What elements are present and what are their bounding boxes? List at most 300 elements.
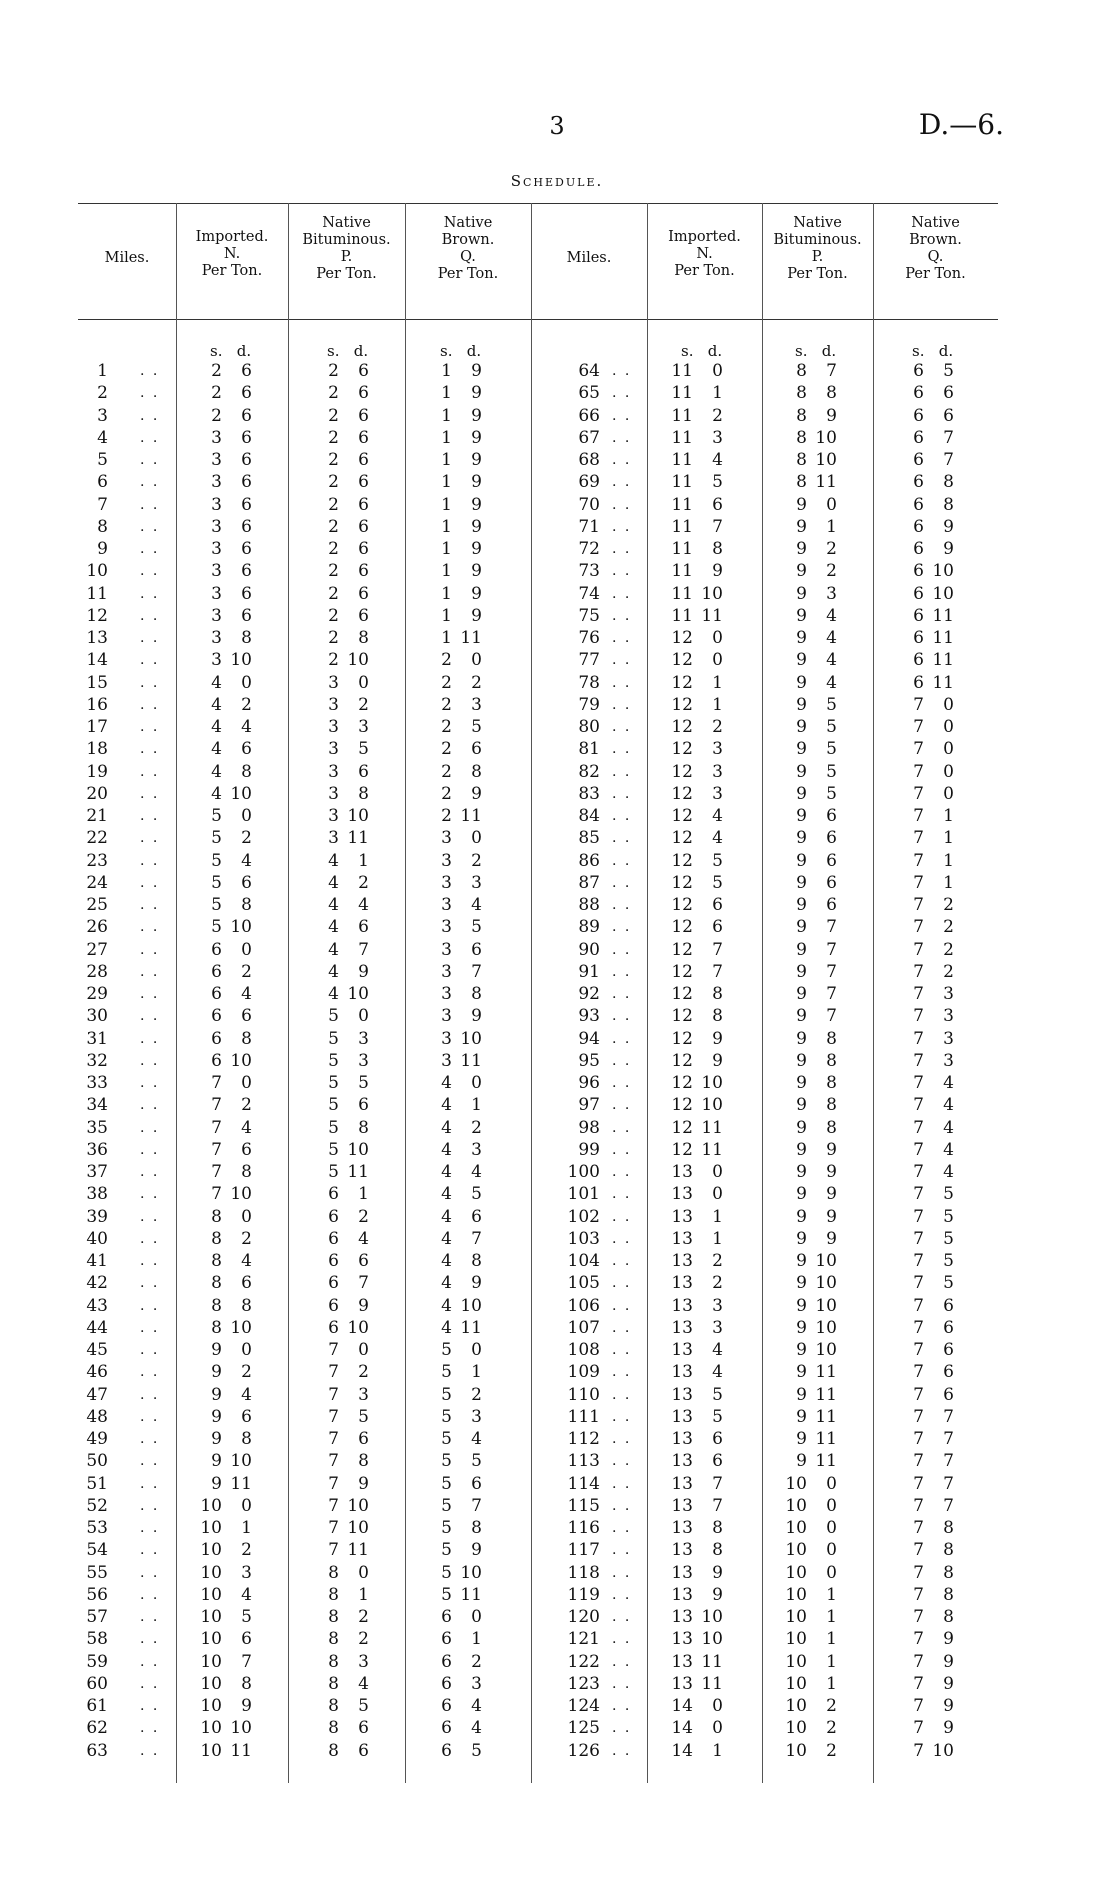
miles-cell: 44 (86, 1317, 108, 1338)
leader-dots: . . (612, 941, 632, 958)
imported-rate-cell: 12 1 (671, 694, 723, 715)
imported-rate-cell: 7 2 (211, 1095, 252, 1116)
header-brown-label-1: Native (911, 215, 960, 231)
bituminous-rate-cell: 9 9 (796, 1139, 837, 1160)
imported-rate-cell: 3 6 (211, 472, 252, 493)
bituminous-rate-cell: 2 8 (328, 628, 369, 648)
leader-dots: . . (612, 1698, 632, 1714)
imported-rate-cell: 11 8 (671, 539, 723, 559)
bituminous-rate-cell: 9 10 (796, 1317, 837, 1338)
unit-pence: d. (938, 342, 954, 360)
imported-rate-cell: 3 10 (211, 650, 252, 671)
leader-dots: . . (612, 1542, 632, 1559)
bituminous-rate-cell: 9 7 (796, 984, 837, 1004)
leader-dots: . . (140, 1141, 160, 1158)
bituminous-rate-cell: 10 1 (785, 1584, 837, 1605)
brown-rate-cell: 7 5 (913, 1206, 954, 1227)
brown-rate-cell: 7 3 (913, 1050, 954, 1071)
imported-rate-cell: 10 8 (200, 1673, 252, 1694)
bituminous-rate-cell: 9 4 (796, 650, 837, 671)
imported-rate-cell: 11 5 (671, 472, 723, 493)
miles-cell: 12 (86, 605, 108, 626)
leader-dots: . . (612, 1008, 632, 1025)
brown-rate-cell: 4 5 (441, 1184, 482, 1205)
brown-rate-cell: 4 3 (441, 1139, 482, 1160)
imported-rate-cell: 2 6 (211, 361, 252, 381)
imported-rate-cell: 3 6 (211, 427, 252, 448)
brown-rate-cell: 7 1 (913, 850, 954, 871)
bituminous-rate-cell: 5 5 (328, 1073, 369, 1093)
imported-rate-cell: 6 2 (211, 961, 252, 982)
bituminous-rate-cell: 10 1 (785, 1629, 837, 1650)
miles-cell: 83 (578, 783, 600, 804)
miles-cell: 95 (578, 1050, 600, 1071)
table-row (0, 583, 1114, 605)
miles-cell: 78 (578, 672, 600, 693)
bituminous-rate-cell: 9 10 (796, 1340, 837, 1360)
miles-cell: 69 (578, 472, 600, 493)
miles-cell: 64 (578, 361, 600, 381)
leader-dots: . . (612, 785, 632, 802)
leader-dots: . . (140, 1297, 160, 1314)
header-bituminous-label-1: Native (793, 215, 842, 231)
bituminous-rate-cell: 2 6 (328, 583, 369, 604)
bituminous-rate-cell: 9 6 (796, 806, 837, 826)
brown-rate-cell: 6 11 (913, 672, 954, 693)
imported-rate-cell: 6 6 (211, 1006, 252, 1027)
leader-dots: . . (140, 785, 160, 802)
brown-rate-cell: 1 9 (441, 405, 482, 426)
leader-dots: . . (140, 1030, 160, 1047)
table-row (0, 1562, 1114, 1584)
imported-rate-cell: 12 6 (671, 917, 723, 938)
leader-dots: . . (612, 1453, 632, 1470)
table-row (0, 449, 1114, 471)
imported-rate-cell: 12 0 (671, 628, 723, 648)
imported-rate-cell: 13 3 (671, 1295, 723, 1316)
header-imported-unit: Per Ton. (201, 263, 263, 279)
leader-dots: . . (612, 1342, 632, 1358)
imported-rate-cell: 12 11 (671, 1117, 723, 1138)
miles-cell: 41 (86, 1251, 108, 1271)
miles-cell: 8 (97, 516, 108, 537)
imported-rate-cell: 12 7 (671, 939, 723, 960)
leader-dots: . . (140, 607, 160, 624)
bituminous-rate-cell: 10 1 (785, 1651, 837, 1672)
imported-rate-cell: 11 0 (671, 361, 723, 381)
imported-rate-cell: 4 10 (211, 783, 252, 804)
brown-rate-cell: 3 9 (441, 1006, 482, 1027)
leader-dots: . . (612, 585, 632, 602)
brown-rate-cell: 4 4 (441, 1162, 482, 1182)
schedule-table-body (0, 360, 1114, 1762)
bituminous-rate-cell: 9 6 (796, 895, 837, 915)
bituminous-rate-cell: 8 8 (796, 383, 837, 404)
bituminous-rate-cell: 6 10 (328, 1317, 369, 1338)
bituminous-rate-cell: 10 0 (785, 1495, 837, 1516)
leader-dots: . . (140, 1564, 160, 1581)
brown-rate-cell: 5 0 (441, 1340, 482, 1360)
imported-rate-cell: 11 1 (671, 383, 723, 404)
table-row (0, 1673, 1114, 1695)
leader-dots: . . (612, 407, 632, 424)
brown-rate-cell: 3 11 (441, 1050, 482, 1071)
brown-rate-cell: 2 3 (441, 694, 482, 715)
imported-rate-cell: 12 0 (671, 650, 723, 671)
bituminous-rate-cell: 9 10 (796, 1251, 837, 1271)
imported-rate-cell: 13 1 (671, 1228, 723, 1249)
miles-cell: 70 (578, 494, 600, 515)
table-top-rule (78, 203, 998, 204)
leader-dots: . . (612, 763, 632, 780)
leader-dots: . . (140, 1230, 160, 1247)
imported-rate-cell: 7 0 (211, 1073, 252, 1093)
imported-rate-cell: 13 7 (671, 1495, 723, 1516)
imported-rate-cell: 3 6 (211, 450, 252, 470)
leader-dots: . . (612, 1475, 632, 1492)
brown-rate-cell: 7 4 (913, 1139, 954, 1160)
bituminous-rate-cell: 8 5 (328, 1696, 369, 1716)
leader-dots: . . (140, 1164, 160, 1180)
imported-rate-cell: 6 10 (211, 1050, 252, 1071)
leader-dots: . . (140, 630, 160, 646)
brown-rate-cell: 7 7 (913, 1495, 954, 1516)
brown-rate-cell: 6 2 (441, 1651, 482, 1672)
imported-rate-cell: 3 6 (211, 539, 252, 559)
imported-rate-cell: 13 11 (671, 1673, 723, 1694)
table-row (0, 1317, 1114, 1339)
brown-rate-cell: 6 6 (913, 383, 954, 404)
bituminous-rate-cell: 6 7 (328, 1273, 369, 1294)
brown-rate-cell: 7 8 (913, 1562, 954, 1583)
miles-cell: 46 (86, 1362, 108, 1383)
leader-dots: . . (140, 652, 160, 669)
header-bituminous-letter: P. (340, 249, 353, 265)
brown-rate-cell: 7 2 (913, 961, 954, 982)
miles-cell: 115 (567, 1495, 600, 1516)
brown-rate-cell: 3 0 (441, 828, 482, 849)
table-row (0, 1495, 1114, 1517)
brown-rate-cell: 7 4 (913, 1095, 954, 1116)
table-row (0, 1695, 1114, 1717)
brown-rate-cell: 7 2 (913, 917, 954, 938)
imported-rate-cell: 6 0 (211, 939, 252, 960)
imported-rate-cell: 9 2 (211, 1362, 252, 1383)
brown-rate-cell: 3 7 (441, 961, 482, 982)
bituminous-rate-cell: 5 10 (328, 1139, 369, 1160)
miles-cell: 13 (86, 628, 108, 648)
bituminous-rate-cell: 7 11 (328, 1540, 369, 1561)
leader-dots: . . (140, 897, 160, 913)
miles-cell: 26 (86, 917, 108, 938)
bituminous-rate-cell: 3 11 (328, 828, 369, 849)
miles-cell: 60 (86, 1673, 108, 1694)
leader-dots: . . (612, 1097, 632, 1114)
bituminous-rate-cell: 5 0 (328, 1006, 369, 1027)
leader-dots: . . (612, 963, 632, 980)
table-row (0, 1028, 1114, 1050)
imported-rate-cell: 8 2 (211, 1228, 252, 1249)
units-brown-right (912, 342, 953, 360)
bituminous-rate-cell: 9 8 (796, 1050, 837, 1071)
miles-cell: 74 (578, 583, 600, 604)
imported-rate-cell: 10 1 (200, 1518, 252, 1538)
imported-rate-cell: 12 2 (671, 717, 723, 737)
imported-rate-cell: 12 8 (671, 1006, 723, 1027)
table-row (0, 1005, 1114, 1027)
table-row (0, 1228, 1114, 1250)
miles-cell: 87 (578, 872, 600, 893)
brown-rate-cell: 5 6 (441, 1473, 482, 1494)
miles-cell: 119 (567, 1584, 600, 1605)
miles-cell: 98 (578, 1117, 600, 1138)
leader-dots: . . (612, 1631, 632, 1648)
bituminous-rate-cell: 8 3 (328, 1651, 369, 1672)
brown-rate-cell: 5 11 (441, 1584, 482, 1605)
table-row (0, 1072, 1114, 1094)
brown-rate-cell: 7 4 (913, 1117, 954, 1138)
imported-rate-cell: 13 8 (671, 1540, 723, 1561)
brown-rate-cell: 4 11 (441, 1317, 482, 1338)
brown-rate-cell: 7 3 (913, 1028, 954, 1049)
leader-dots: . . (140, 1520, 160, 1536)
bituminous-rate-cell: 10 1 (785, 1673, 837, 1694)
leader-dots: . . (612, 1141, 632, 1158)
miles-cell: 17 (86, 717, 108, 737)
header-bituminous-label-1: Native (322, 215, 371, 231)
miles-cell: 5 (97, 450, 108, 470)
imported-rate-cell: 12 11 (671, 1139, 723, 1160)
miles-cell: 56 (86, 1584, 108, 1605)
imported-rate-cell: 10 9 (200, 1696, 252, 1716)
imported-rate-cell: 10 2 (200, 1540, 252, 1561)
header-imported-left (176, 215, 288, 280)
brown-rate-cell: 1 9 (441, 494, 482, 515)
brown-rate-cell: 1 11 (441, 628, 482, 648)
bituminous-rate-cell: 3 10 (328, 806, 369, 826)
leader-dots: . . (612, 1497, 632, 1514)
table-row (0, 1117, 1114, 1139)
leader-dots: . . (612, 452, 632, 468)
imported-rate-cell: 11 6 (671, 494, 723, 515)
imported-rate-cell: 12 10 (671, 1073, 723, 1093)
miles-cell: 121 (567, 1629, 600, 1650)
brown-rate-cell: 1 9 (441, 561, 482, 582)
miles-cell: 33 (86, 1073, 108, 1093)
miles-cell: 1 (97, 361, 108, 381)
table-row (0, 983, 1114, 1005)
table-row (0, 538, 1114, 560)
miles-cell: 114 (567, 1473, 600, 1494)
brown-rate-cell: 1 9 (441, 539, 482, 559)
miles-cell: 73 (578, 561, 600, 582)
bituminous-rate-cell: 2 6 (328, 605, 369, 626)
brown-rate-cell: 2 5 (441, 717, 482, 737)
bituminous-rate-cell: 2 6 (328, 450, 369, 470)
miles-cell: 88 (578, 895, 600, 915)
leader-dots: . . (612, 1609, 632, 1625)
brown-rate-cell: 7 5 (913, 1228, 954, 1249)
leader-dots: . . (140, 852, 160, 869)
unit-shillings: s. (795, 342, 808, 360)
miles-cell: 23 (86, 850, 108, 871)
table-row (0, 516, 1114, 538)
table-row (0, 1584, 1114, 1606)
bituminous-rate-cell: 7 10 (328, 1495, 369, 1516)
bituminous-rate-cell: 9 5 (796, 739, 837, 760)
brown-rate-cell: 7 9 (913, 1673, 954, 1694)
miles-cell: 4 (97, 427, 108, 448)
brown-rate-cell: 7 9 (913, 1651, 954, 1672)
bituminous-rate-cell: 9 3 (796, 583, 837, 604)
leader-dots: . . (140, 1609, 160, 1625)
bituminous-rate-cell: 8 4 (328, 1673, 369, 1694)
table-row (0, 1094, 1114, 1116)
miles-cell: 20 (86, 783, 108, 804)
bituminous-rate-cell: 10 0 (785, 1518, 837, 1538)
bituminous-rate-cell: 2 6 (328, 539, 369, 559)
brown-rate-cell: 6 8 (913, 494, 954, 515)
bituminous-rate-cell: 9 8 (796, 1095, 837, 1116)
bituminous-rate-cell: 9 5 (796, 761, 837, 782)
imported-rate-cell: 8 10 (211, 1317, 252, 1338)
miles-cell: 66 (578, 405, 600, 426)
bituminous-rate-cell: 8 7 (796, 361, 837, 381)
header-brown-left (405, 215, 531, 283)
table-row (0, 1161, 1114, 1183)
header-imported-letter: N. (223, 246, 241, 262)
table-row (0, 1628, 1114, 1650)
bituminous-rate-cell: 5 8 (328, 1117, 369, 1138)
miles-cell: 61 (86, 1696, 108, 1716)
miles-cell: 89 (578, 917, 600, 938)
imported-rate-cell: 11 4 (671, 450, 723, 470)
brown-rate-cell: 2 0 (441, 650, 482, 671)
leader-dots: . . (140, 1052, 160, 1069)
miles-cell: 11 (86, 583, 108, 604)
header-brown-letter: Q. (460, 249, 476, 265)
brown-rate-cell: 7 0 (913, 694, 954, 715)
imported-rate-cell: 10 3 (200, 1562, 252, 1583)
leader-dots: . . (612, 630, 632, 646)
leader-dots: . . (140, 1008, 160, 1025)
brown-rate-cell: 7 9 (913, 1718, 954, 1739)
bituminous-rate-cell: 10 2 (785, 1718, 837, 1739)
header-imported-right (647, 215, 762, 280)
units-brown-left (440, 342, 481, 360)
miles-cell: 67 (578, 427, 600, 448)
miles-cell: 75 (578, 605, 600, 626)
miles-cell: 117 (567, 1540, 600, 1561)
bituminous-rate-cell: 9 5 (796, 694, 837, 715)
table-row (0, 738, 1114, 760)
bituminous-rate-cell: 9 4 (796, 672, 837, 693)
leader-dots: . . (612, 808, 632, 824)
imported-rate-cell: 9 10 (211, 1451, 252, 1472)
table-row (0, 382, 1114, 404)
bituminous-rate-cell: 2 6 (328, 361, 369, 381)
brown-rate-cell: 7 10 (913, 1740, 954, 1761)
leader-dots: . . (140, 1275, 160, 1292)
bituminous-rate-cell: 10 0 (785, 1473, 837, 1494)
leader-dots: . . (612, 1119, 632, 1136)
imported-rate-cell: 13 9 (671, 1584, 723, 1605)
leader-dots: . . (612, 897, 632, 913)
imported-rate-cell: 10 10 (200, 1718, 252, 1739)
table-row (0, 1473, 1114, 1495)
brown-rate-cell: 1 9 (441, 583, 482, 604)
brown-rate-cell: 3 10 (441, 1028, 482, 1049)
imported-rate-cell: 12 3 (671, 739, 723, 760)
miles-cell: 45 (86, 1340, 108, 1360)
brown-rate-cell: 5 3 (441, 1406, 482, 1427)
table-row (0, 627, 1114, 649)
leader-dots: . . (612, 1030, 632, 1047)
bituminous-rate-cell: 2 6 (328, 383, 369, 404)
brown-rate-cell: 6 4 (441, 1696, 482, 1716)
brown-rate-cell: 7 2 (913, 939, 954, 960)
imported-rate-cell: 12 5 (671, 850, 723, 871)
table-row (0, 1517, 1114, 1539)
brown-rate-cell: 5 10 (441, 1562, 482, 1583)
bituminous-rate-cell: 8 6 (328, 1740, 369, 1761)
miles-cell: 15 (86, 672, 108, 693)
brown-rate-cell: 7 8 (913, 1584, 954, 1605)
brown-rate-cell: 4 1 (441, 1095, 482, 1116)
bituminous-rate-cell: 7 10 (328, 1518, 369, 1538)
imported-rate-cell: 9 4 (211, 1384, 252, 1405)
miles-cell: 101 (567, 1184, 600, 1205)
miles-cell: 27 (86, 939, 108, 960)
leader-dots: . . (140, 763, 160, 780)
miles-cell: 19 (86, 761, 108, 782)
brown-rate-cell: 2 8 (441, 761, 482, 782)
bituminous-rate-cell: 7 5 (328, 1406, 369, 1427)
leader-dots: . . (612, 696, 632, 713)
miles-cell: 110 (567, 1384, 600, 1405)
brown-rate-cell: 6 1 (441, 1629, 482, 1650)
bituminous-rate-cell: 7 8 (328, 1451, 369, 1472)
brown-rate-cell: 6 11 (913, 628, 954, 648)
imported-rate-cell: 10 4 (200, 1584, 252, 1605)
leader-dots: . . (612, 874, 632, 891)
brown-rate-cell: 7 6 (913, 1317, 954, 1338)
imported-rate-cell: 12 4 (671, 828, 723, 849)
table-row (0, 1295, 1114, 1317)
miles-cell: 77 (578, 650, 600, 671)
brown-rate-cell: 6 3 (441, 1673, 482, 1694)
miles-cell: 123 (567, 1673, 600, 1694)
miles-cell: 9 (97, 539, 108, 559)
miles-cell: 63 (86, 1740, 108, 1761)
leader-dots: . . (612, 1275, 632, 1292)
brown-rate-cell: 2 6 (441, 739, 482, 760)
imported-rate-cell: 2 6 (211, 405, 252, 426)
brown-rate-cell: 4 0 (441, 1073, 482, 1093)
table-row (0, 560, 1114, 582)
imported-rate-cell: 13 2 (671, 1273, 723, 1294)
brown-rate-cell: 5 2 (441, 1384, 482, 1405)
table-row (0, 783, 1114, 805)
bituminous-rate-cell: 9 7 (796, 939, 837, 960)
header-bituminous-unit: Per Ton. (787, 266, 848, 282)
miles-cell: 79 (578, 694, 600, 715)
imported-rate-cell: 9 0 (211, 1340, 252, 1360)
table-row (0, 1183, 1114, 1205)
imported-rate-cell: 8 0 (211, 1206, 252, 1227)
leader-dots: . . (140, 1253, 160, 1269)
miles-cell: 112 (567, 1429, 600, 1449)
